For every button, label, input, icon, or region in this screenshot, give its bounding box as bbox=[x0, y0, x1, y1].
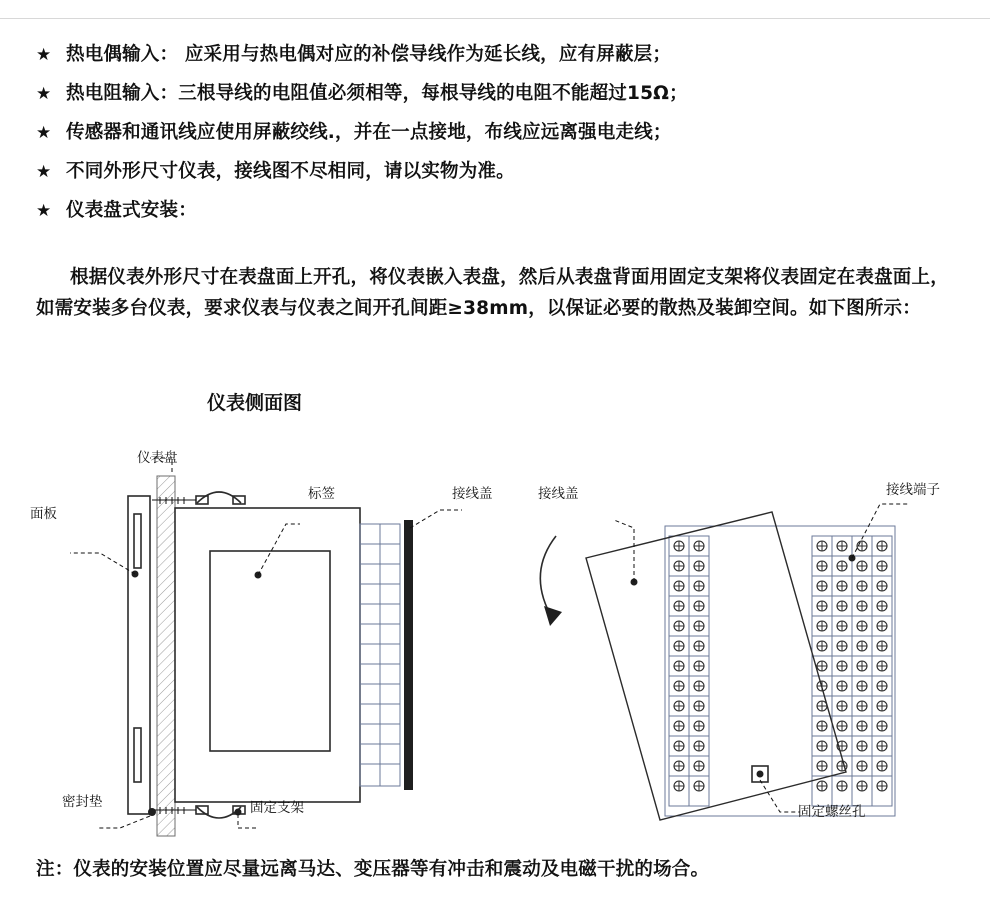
list-item-text: 传感器和通讯线应使用屏蔽绞线.，并在一点接地，布线应远离强电走线； bbox=[66, 122, 672, 143]
front-panel-slot-top bbox=[134, 514, 141, 568]
leader-gasket bbox=[98, 816, 150, 828]
list-item bbox=[36, 198, 966, 224]
leader-wiring-terminal bbox=[852, 504, 908, 558]
front-panel-shape bbox=[128, 496, 150, 814]
label-label-tag: 标签 bbox=[308, 486, 335, 502]
rotation-arrow-head bbox=[544, 606, 562, 626]
list-item bbox=[36, 159, 966, 185]
label-wiring-cover-left: 接线盖 bbox=[452, 486, 493, 502]
star-icon: ★ bbox=[36, 84, 52, 104]
front-panel-slot-bottom bbox=[134, 728, 141, 782]
label-wiring-terminal: 接线端子 bbox=[886, 482, 940, 498]
footer-note: 注：仪表的安装位置应尽量远离马达、变压器等有冲击和震动及电磁干扰的场合。 bbox=[36, 859, 710, 880]
leader-front-panel bbox=[70, 553, 135, 574]
label-front-panel: 面板 bbox=[30, 506, 57, 522]
bullet-list bbox=[36, 42, 966, 237]
screw-hole-marker bbox=[757, 771, 764, 778]
leader-label-tag bbox=[258, 524, 300, 575]
label-gasket: 密封垫 bbox=[62, 794, 103, 810]
list-item-text: 热电偶输入： 应采用与热电偶对应的补偿导线作为延长线，应有屏蔽层； bbox=[66, 44, 672, 65]
list-item-text: 热电阻输入：三根导线的电阻值必须相等，每根导线的电阻不能超过15Ω； bbox=[66, 83, 688, 104]
top-divider bbox=[0, 18, 990, 19]
leader-fixing-bracket bbox=[238, 814, 256, 828]
star-icon: ★ bbox=[36, 201, 52, 221]
panel-board-shape bbox=[157, 476, 175, 836]
fixing-bracket-bottom bbox=[197, 807, 241, 818]
star-icon: ★ bbox=[36, 162, 52, 182]
list-item-text: 不同外形尺寸仪表，接线图不尽相同，请以实物为准。 bbox=[66, 161, 515, 182]
gasket-marker bbox=[148, 808, 156, 816]
label-screw-hole: 固定螺丝孔 bbox=[798, 804, 866, 820]
label-fixing-bracket: 固定支架 bbox=[250, 800, 304, 816]
list-item bbox=[36, 42, 966, 68]
wiring-cover-shape-right bbox=[586, 512, 846, 820]
label-panel-board: 仪表盘 bbox=[137, 450, 178, 466]
list-item-text: 仪表盘式安装： bbox=[66, 200, 197, 221]
instrument-body-shape bbox=[175, 508, 360, 802]
label-tag-shape bbox=[210, 551, 330, 751]
star-icon: ★ bbox=[36, 123, 52, 143]
instrument-side-view-diagram bbox=[0, 428, 990, 843]
body-paragraph: 根据仪表外形尺寸在表盘面上开孔，将仪表嵌入表盘，然后从表盘背面用固定支架将仪表固定在表盘面上，如需安装多台仪表，要求仪表与仪表之间开孔间距≥38mm，以保证必要的散热及装卸空间。如下图所示： bbox=[36, 267, 949, 319]
wiring-cover-shape-left bbox=[404, 520, 413, 790]
star-icon: ★ bbox=[36, 45, 52, 65]
fixing-bracket-top bbox=[197, 492, 241, 503]
label-wiring-cover-right: 接线盖 bbox=[538, 486, 579, 502]
list-item bbox=[36, 81, 966, 107]
figure-title: 仪表侧面图 bbox=[207, 392, 303, 414]
rotation-arc bbox=[540, 536, 556, 614]
leader-wiring-cover-left bbox=[410, 510, 462, 528]
list-item bbox=[36, 120, 966, 146]
